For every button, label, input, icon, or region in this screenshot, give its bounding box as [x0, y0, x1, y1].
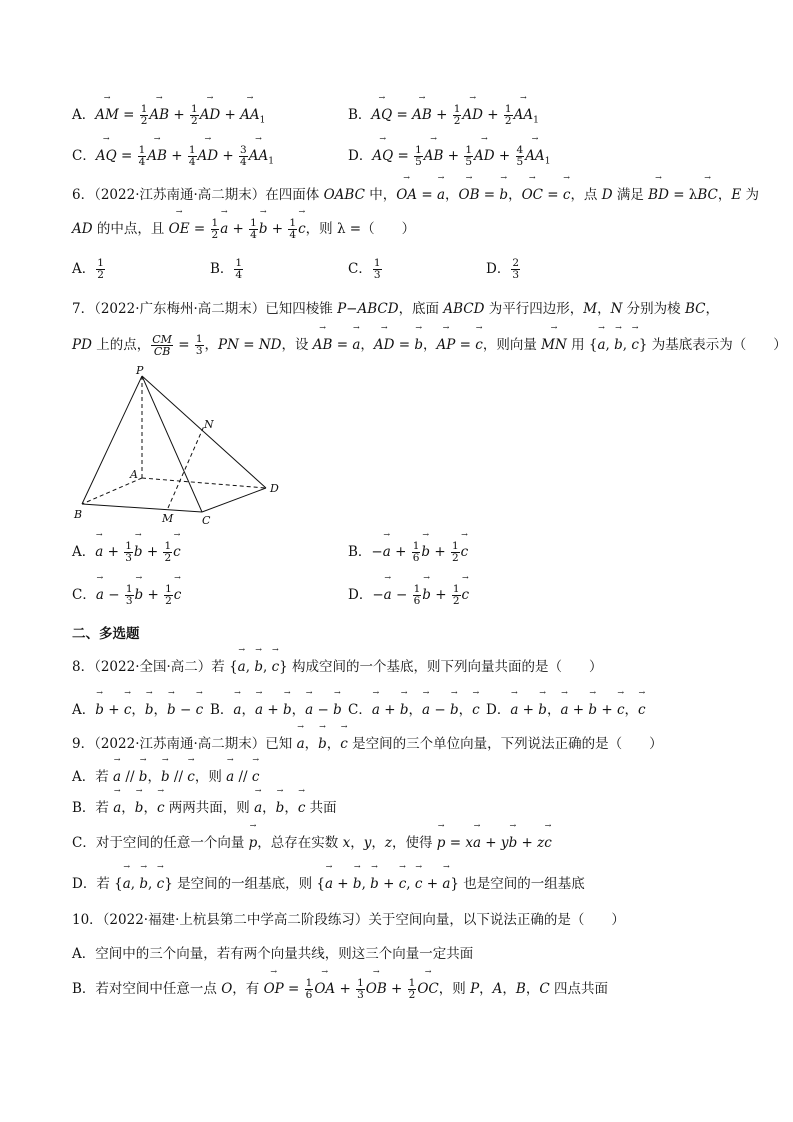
q7-option-b: B．−→ a + $\frac{1}{6}$ → b + $\frac{1}{2}$ → c [348, 541, 468, 564]
label-c: C [202, 514, 211, 527]
q5-option-d: D．→ AQ = $\frac{1}{5}$ → AB + $\frac{1}{5}$ → AD + $\frac{4}{5}$ → $AA_1$ [348, 145, 550, 173]
edge-pd [142, 376, 266, 488]
q6-option-c: C． $\frac{1}{3}$ [348, 257, 381, 281]
edge-bc [82, 504, 202, 512]
q8-stem: 8．（2022·全国·高二）若 {→ a, → b, → c} 构成空间的一个基底，则下列向量共面的是（ ） [72, 656, 603, 678]
q9-stem: 9．（2022·江苏南通·高二期末）已知 → a，→ b，→ c 是空间的三个单位向量，下列说法正确的是（ ） [72, 733, 663, 755]
label-d: D [270, 482, 279, 495]
edge-pc [142, 376, 202, 512]
q6-option-d: D． $\frac{2}{3}$ [486, 257, 520, 281]
label-m: M [162, 512, 174, 525]
q8-option-c: C．→ a + → b，→ a − → b，→ c [348, 699, 480, 721]
label-p: P [136, 366, 144, 377]
edge-cd [202, 488, 266, 512]
q9-option-a: A．若 → a // → b，→ b // → c，则 → a // → c [72, 766, 259, 788]
q6-option-a: A． $\frac{1}{2}$ [72, 257, 104, 281]
q5-option-a: A．→ AM = $\frac{1}{2}$ → AB + $\frac{1}{2}$ → AD + → $AA_1$ [72, 104, 265, 132]
q7-stem-line1: 7．（2022·广东梅州·高二期末）已知四棱锥 P−ABCD，底面 ABCD 为平行四边形，M，N 分别为棱 BC， [72, 301, 719, 317]
edge-ab [82, 478, 142, 504]
q9-option-b: B．若 → a，→ b，→ c 两两共面，则 → a，→ b，→ c 共面 [72, 797, 337, 819]
label-n: N [204, 418, 214, 431]
edge-ad [142, 478, 266, 488]
q10-stem: 10．（2022·福建·上杭县第二中学高二阶段练习）关于空间向量，以下说法正确的是（ ） [72, 912, 625, 928]
q7-stem-line2: PD 上的点， $\frac{CM}{CB}$ = $\frac{1}{3}$ ，PN = ND，设 → AB = → a，→ AD = → b，→ AP = → c，则向量 → MN 用 {→ a, → b, → c} 为基底表示为（ ） [72, 334, 787, 357]
q6-stem-line1: 6．（2022·江苏南通·高二期末）在四面体 OABC 中，→ OA = → a，→ OB = → b，→ OC = → c，点 D 满足 → BD = λ→ BC，E 为 [72, 184, 759, 206]
label-a: A [130, 468, 138, 481]
q8-option-d: D．→ a + → b，→ a + → b + → c，→ c [486, 699, 646, 721]
q6-option-b: B． $\frac{1}{4}$ [210, 257, 243, 281]
q7-option-c: C．→ a − $\frac{1}{3}$ → b + $\frac{1}{2}$ → c [72, 584, 181, 607]
q7-pyramid-figure [70, 366, 290, 532]
q7-option-a: A．→ a + $\frac{1}{3}$ → b + $\frac{1}{2}$ → c [72, 541, 181, 564]
q7-option-d: D．−→ a − $\frac{1}{6}$ → b + $\frac{1}{2}$ → c [348, 584, 469, 607]
q9-option-d: D．若 {→ a, → b, → c} 是空间的一组基底，则 {→ a + → b, → b + → c, → c + → a} 也是空间的一组基底 [72, 873, 585, 895]
q6-stem-line2: AD 的中点，且 → OE = $\frac{1}{2}$ → a + $\frac{1}{4}$ → b + $\frac{1}{4}$ → c，则 λ =（ ） [72, 218, 415, 241]
label-b: B [74, 508, 83, 521]
section-multiple-choice-heading: 二、多选题 [72, 626, 140, 642]
segment-mn [168, 426, 204, 508]
q10-option-a: A．空间中的三个向量，若有两个向量共线，则这三个向量一定共面 [72, 946, 474, 962]
edge-pb [82, 376, 142, 504]
q8-option-a: A．→ b + → c，→ b，→ b − → c [72, 699, 203, 721]
q8-option-b: B．→ a，→ a + → b，→ a − → b [210, 699, 342, 721]
q5-option-b: B．→ AQ = → AB + $\frac{1}{2}$ → AD + $\frac{1}{2}$ → $AA_1$ [348, 104, 539, 132]
q9-option-c: C．对于空间的任意一个向量 → p，总存在实数 x，y，z，使得 → p = x→ a + y→ b + z→ c [72, 832, 552, 854]
q5-option-c: C．→ AQ = $\frac{1}{4}$ → AB + $\frac{1}{4}$ → AD + $\frac{3}{4}$ → $AA_1$ [72, 145, 274, 173]
q10-option-b: B．若对空间中任意一点 O，有 → OP = $\frac{1}{6}$ → OA + $\frac{1}{3}$ → OB + $\frac{1}{2}$ → OC，则 P，A，B，C 四点共面 [72, 978, 608, 1001]
